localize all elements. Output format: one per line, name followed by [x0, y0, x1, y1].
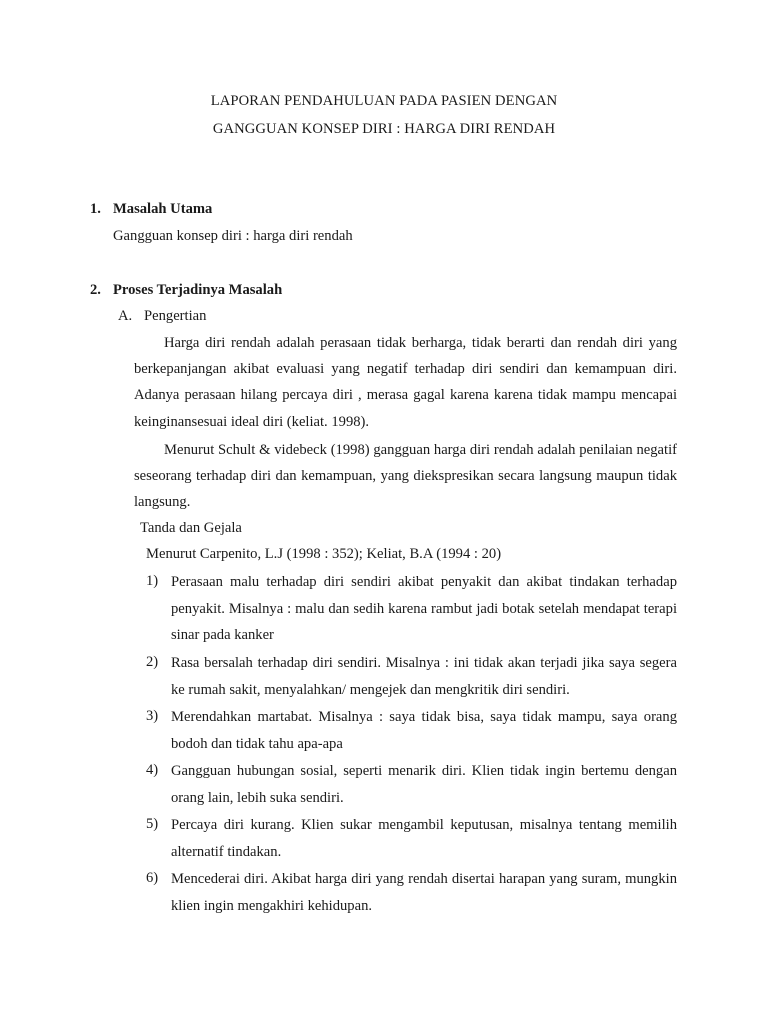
list-item-1-number: 1) — [146, 573, 159, 589]
list-item-3-number: 3) — [146, 708, 159, 724]
list-item-4-text: Gangguan hubungan sosial, seperti menarik diri. Klien tidak ingin bertemu dengan orang lain, lebih suka sendiri. — [171, 763, 677, 806]
list-item-5-text: Percaya diri kurang. Klien sukar mengambil keputusan, misalnya tentang memilih alternatif tindakan. — [171, 817, 677, 860]
paragraph-1 — [134, 330, 677, 435]
list-item-4-number: 4) — [146, 762, 159, 778]
paragraph-1-text: Harga diri rendah adalah perasaan tidak berharga, tidak berarti dan rendah diri yang berkepanjangan akibat evaluasi yang negatif terhadap diri sendiri dan kemampuan diri. Adanya perasaan hilang percaya diri , merasa gagal karena karena tidak mampu mencapai keinginansesuai ideal diri (keliat. 1998). — [134, 335, 677, 430]
list-item-1-text: Perasaan malu terhadap diri sendiri akibat penyakit dan akibat tindakan terhadap penyakit. Misalnya : malu dan sedih karena rambut jadi botak setelah mendapat terapi sinar pada kanker — [171, 574, 677, 644]
signs-title: Tanda dan Gejala — [140, 520, 242, 536]
list-item-3-text: Merendahkan martabat. Misalnya : saya tidak bisa, saya tidak mampu, saya orang bodoh dan tidak tahu apa-apa — [171, 709, 677, 752]
document-title-line2: GANGGUAN KONSEP DIRI : HARGA DIRI RENDAH — [212, 121, 556, 137]
paragraph-2-text: Menurut Schult & videbeck (1998) gangguan harga diri rendah adalah penilaian negatif seseorang terhadap diri dan kemampuan, yang diekspresikan secara langsung maupun tidak langsung. — [134, 442, 677, 511]
section1-number: 1. — [90, 201, 101, 217]
list-item-6-number: 6) — [146, 870, 159, 886]
section1-heading: Masalah Utama — [113, 201, 213, 217]
list-item-2-number: 2) — [146, 654, 159, 670]
subsection-a-title: Pengertian — [144, 308, 207, 324]
list-item-5-number: 5) — [146, 816, 159, 832]
list-item-6-text: Mencederai diri. Akibat harga diri yang rendah disertai harapan yang suram, mungkin klien ingin mengakhiri kehidupan. — [171, 871, 677, 914]
section2-number: 2. — [90, 282, 101, 298]
paragraph-2 — [134, 437, 677, 516]
section2-heading: Proses Terjadinya Masalah — [113, 282, 283, 298]
signs-source: Menurut Carpenito, L.J (1998 : 352); Keliat, B.A (1994 : 20) — [146, 546, 502, 562]
subsection-a-letter: A. — [118, 308, 133, 324]
document-title-line1: LAPORAN PENDAHULUAN PADA PASIEN DENGAN — [210, 93, 558, 109]
list-item-2-text: Rasa bersalah terhadap diri sendiri. Misalnya : ini tidak akan terjadi jika saya segera ke rumah sakit, menyalahkan/ mengejek dan mengkritik diri sendiri. — [171, 655, 677, 698]
section1-body: Gangguan konsep diri : harga diri rendah — [113, 228, 353, 244]
